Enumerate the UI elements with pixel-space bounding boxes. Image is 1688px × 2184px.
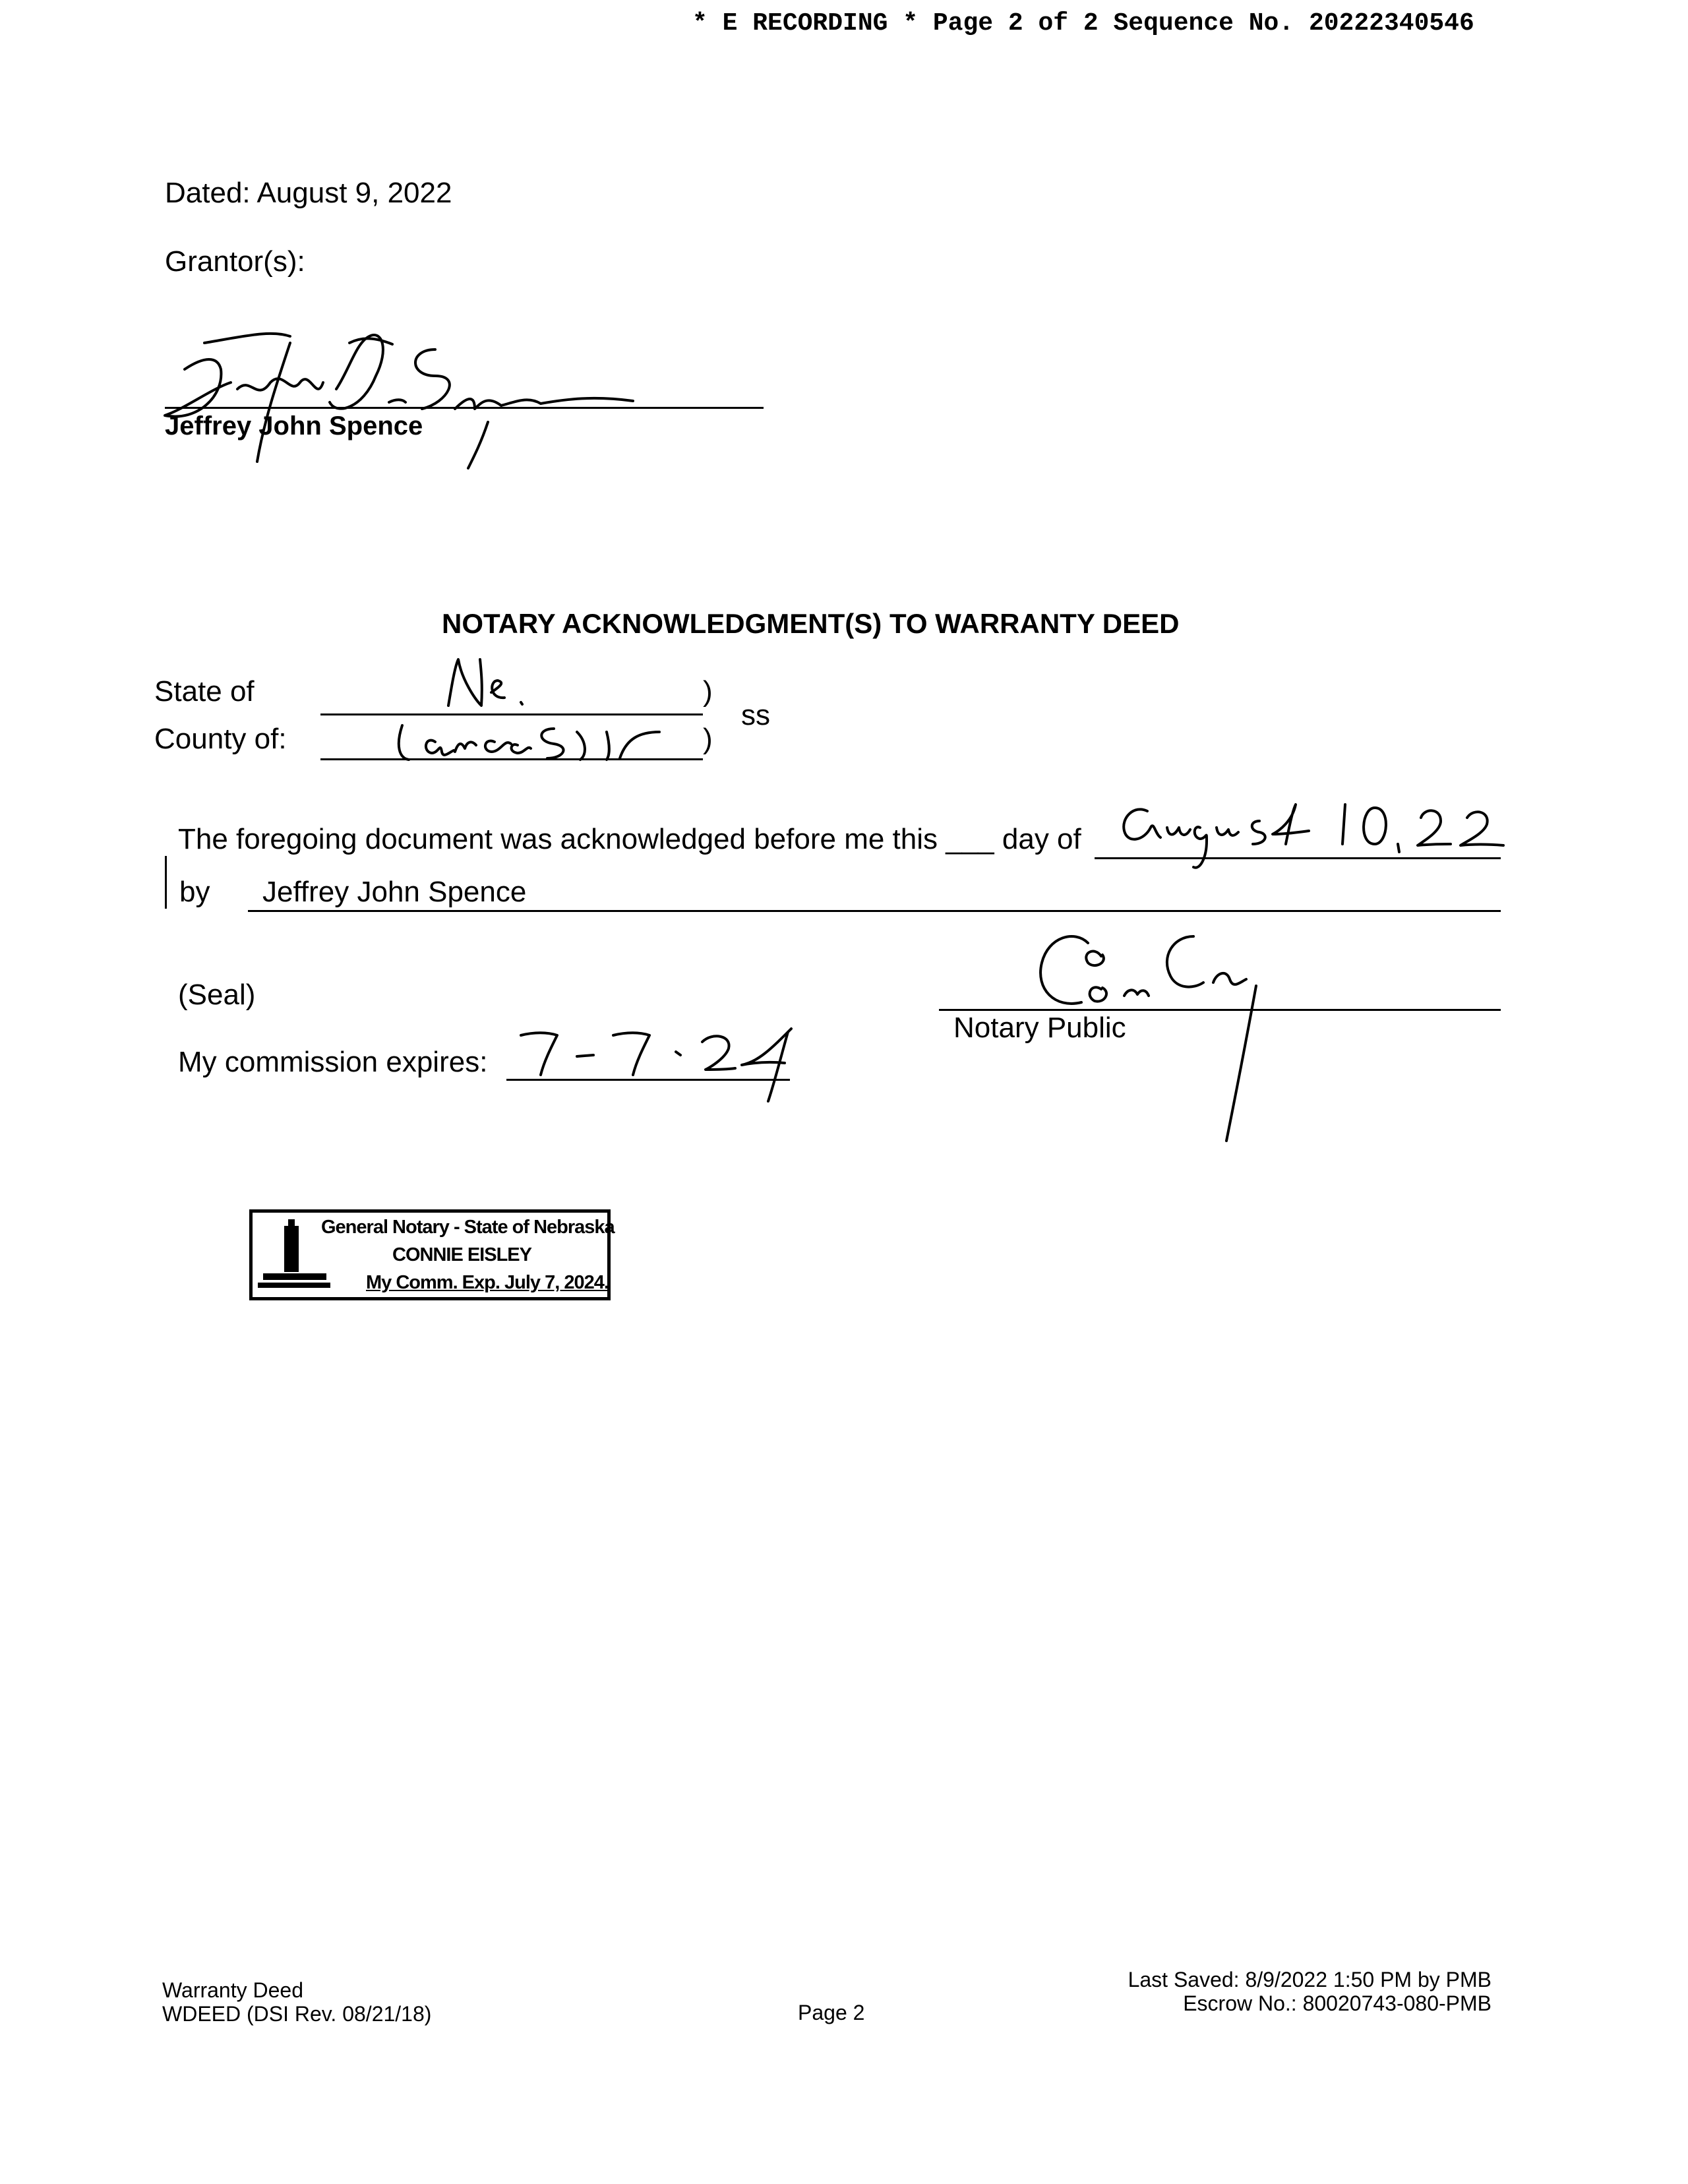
seal-label: (Seal)	[178, 979, 256, 1011]
footer-last-saved: Last Saved: 8/9/2022 1:50 PM by PMB	[1128, 1968, 1492, 1991]
footer-form-name: Warranty Deed	[162, 1978, 303, 2002]
stamp-line2: CONNIE EISLEY	[392, 1244, 531, 1265]
grantor-name: Jeffrey John Spence	[165, 411, 423, 440]
footer-page-number: Page 2	[798, 2001, 865, 2024]
acknowledgment-text: The foregoing document was acknowledged before me this ___ day of	[178, 823, 1081, 855]
county-label: County of:	[154, 723, 287, 755]
grantor-signature	[158, 330, 686, 475]
by-name: Jeffrey John Spence	[262, 876, 527, 908]
dated-value: August 9, 2022	[256, 177, 452, 209]
by-line	[248, 910, 1501, 912]
dated-label: Dated:	[165, 177, 251, 209]
county-paren: )	[703, 723, 713, 755]
notary-public-label: Notary Public	[953, 1012, 1126, 1044]
by-label: by	[179, 876, 210, 908]
notary-signature	[1029, 917, 1332, 1180]
state-label: State of	[154, 675, 255, 708]
margin-mark	[165, 856, 167, 909]
commission-label: My commission expires:	[178, 1046, 488, 1078]
notary-title: NOTARY ACKNOWLEDGMENT(S) TO WARRANTY DEED	[442, 608, 1180, 639]
county-handwritten	[396, 712, 699, 765]
grantor-label: Grantor(s):	[165, 245, 305, 278]
notary-stamp	[249, 1209, 615, 1300]
stamp-emblem-icon	[258, 1219, 330, 1295]
ack-date-handwritten	[1108, 791, 1503, 884]
dated-line	[165, 177, 452, 210]
commission-handwritten	[514, 1016, 804, 1108]
footer-form-code: WDEED (DSI Rev. 08/21/18)	[162, 2002, 432, 2026]
state-handwritten	[435, 653, 541, 719]
ss-label: ss	[741, 699, 770, 731]
recording-header: * E RECORDING * Page 2 of 2 Sequence No. 20222340546	[692, 9, 1474, 38]
stamp-line3: My Comm. Exp. July 7, 2024.	[366, 1272, 609, 1293]
stamp-line1: General Notary - State of Nebraska	[321, 1217, 615, 1238]
state-paren: )	[703, 675, 713, 708]
footer-escrow: Escrow No.: 80020743-080-PMB	[1183, 1991, 1492, 2015]
